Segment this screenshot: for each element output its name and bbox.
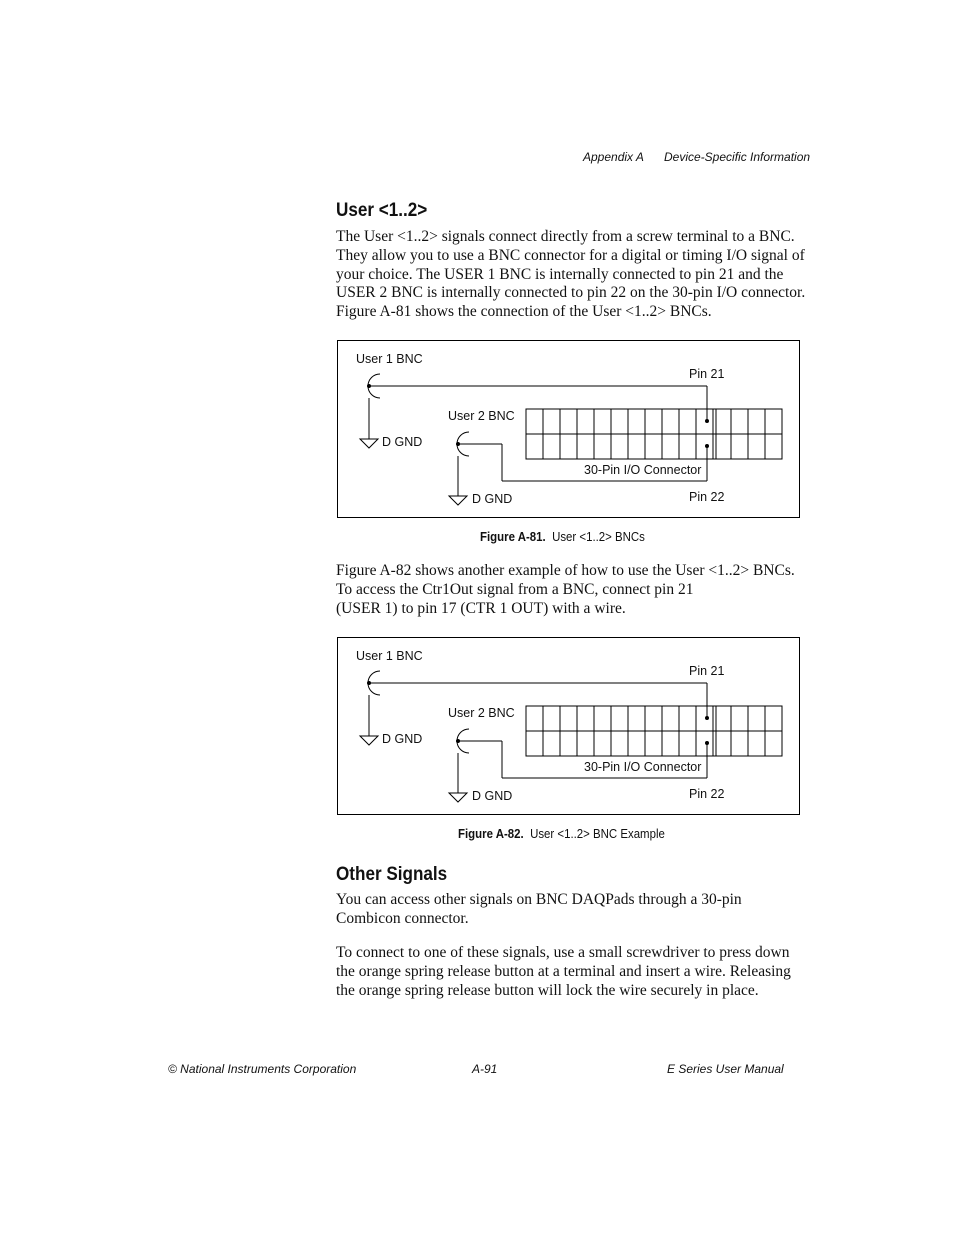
- header-section: Appendix A: [583, 150, 644, 164]
- label-dgnd: D GND: [472, 492, 513, 506]
- header-chapter: Device-Specific Information: [664, 150, 811, 164]
- label-pin22: Pin 22: [689, 787, 725, 801]
- label-dgnd: D GND: [472, 789, 513, 803]
- caption-number: Figure A-81.: [480, 529, 546, 544]
- label-connector: 30-Pin I/O Connector: [584, 760, 702, 774]
- bnc-wiring-diagram: [338, 638, 799, 814]
- text-line: You can access other signals on BNC DAQPads through a 30-pin: [336, 891, 742, 908]
- paragraph-user-intro: [336, 228, 806, 322]
- label-dgnd: D GND: [382, 435, 423, 449]
- caption-number: Figure A-82.: [458, 826, 524, 841]
- text-line: They allow you to use a BNC connector for a digital or timing I/O signal of: [336, 246, 805, 264]
- paragraph-example: [336, 562, 806, 618]
- figure-a82-diagram: [337, 637, 800, 815]
- label-pin21: Pin 21: [689, 367, 725, 381]
- label-user1-bnc: User 1 BNC: [356, 649, 423, 663]
- footer-manual-title: E Series User Manual: [667, 1062, 784, 1076]
- text-line: The User <1..2> signals connect directly from a screw terminal to a BNC.: [336, 228, 795, 245]
- text-line: your choice. The USER 1 BNC is internally connected to pin 21 and the: [336, 265, 784, 283]
- label-pin21: Pin 21: [689, 664, 725, 678]
- figure-a81-diagram: [337, 340, 800, 518]
- footer-copyright: © National Instruments Corporation: [168, 1062, 357, 1076]
- label-pin22: Pin 22: [689, 490, 725, 504]
- caption-text: User <1..2> BNC Example: [530, 826, 665, 841]
- label-user1-bnc: User 1 BNC: [356, 352, 423, 366]
- ground-icon: [360, 439, 378, 448]
- text-line: USER 2 BNC is internally connected to pin 22 on the 30-pin I/O connector.: [336, 284, 806, 302]
- footer-page-number: A-91: [472, 1062, 498, 1076]
- text-line: (USER 1) to pin 17 (CTR 1 OUT) with a wire.: [336, 599, 626, 617]
- figure-caption-a81: [480, 529, 645, 544]
- 30-pin-connector: [526, 409, 782, 459]
- text-line: Figure A-82 shows another example of how to use the User <1..2> BNCs.: [336, 562, 795, 579]
- text-line: the orange spring release button at a terminal and insert a wire. Releasing: [336, 962, 791, 980]
- ground-icon: [449, 496, 467, 505]
- section-title-other-signals: Other Signals: [336, 864, 448, 885]
- ground-icon: [360, 736, 378, 745]
- caption-text: User <1..2> BNCs: [552, 529, 645, 544]
- section-title-user: User <1..2>: [336, 200, 428, 221]
- text-line: Figure A-81 shows the connection of the User <1..2> BNCs.: [336, 303, 712, 321]
- label-user2-bnc: User 2 BNC: [448, 409, 515, 423]
- text-line: To connect to one of these signals, use a small screwdriver to press down: [336, 944, 790, 961]
- bnc-wiring-diagram: [338, 341, 799, 517]
- label-dgnd: D GND: [382, 732, 423, 746]
- paragraph-connect-instructions: [336, 944, 806, 1000]
- paragraph-other-signals: [336, 891, 806, 929]
- label-connector: 30-Pin I/O Connector: [584, 463, 702, 477]
- ground-icon: [449, 793, 467, 802]
- label-user2-bnc: User 2 BNC: [448, 706, 515, 720]
- 30-pin-connector: [526, 706, 782, 756]
- text-line: the orange spring release button will lock the wire securely in place.: [336, 981, 759, 999]
- text-line: Combicon connector.: [336, 909, 469, 927]
- figure-caption-a82: [458, 826, 665, 841]
- text-line: To access the Ctr1Out signal from a BNC, connect pin 21: [336, 580, 694, 598]
